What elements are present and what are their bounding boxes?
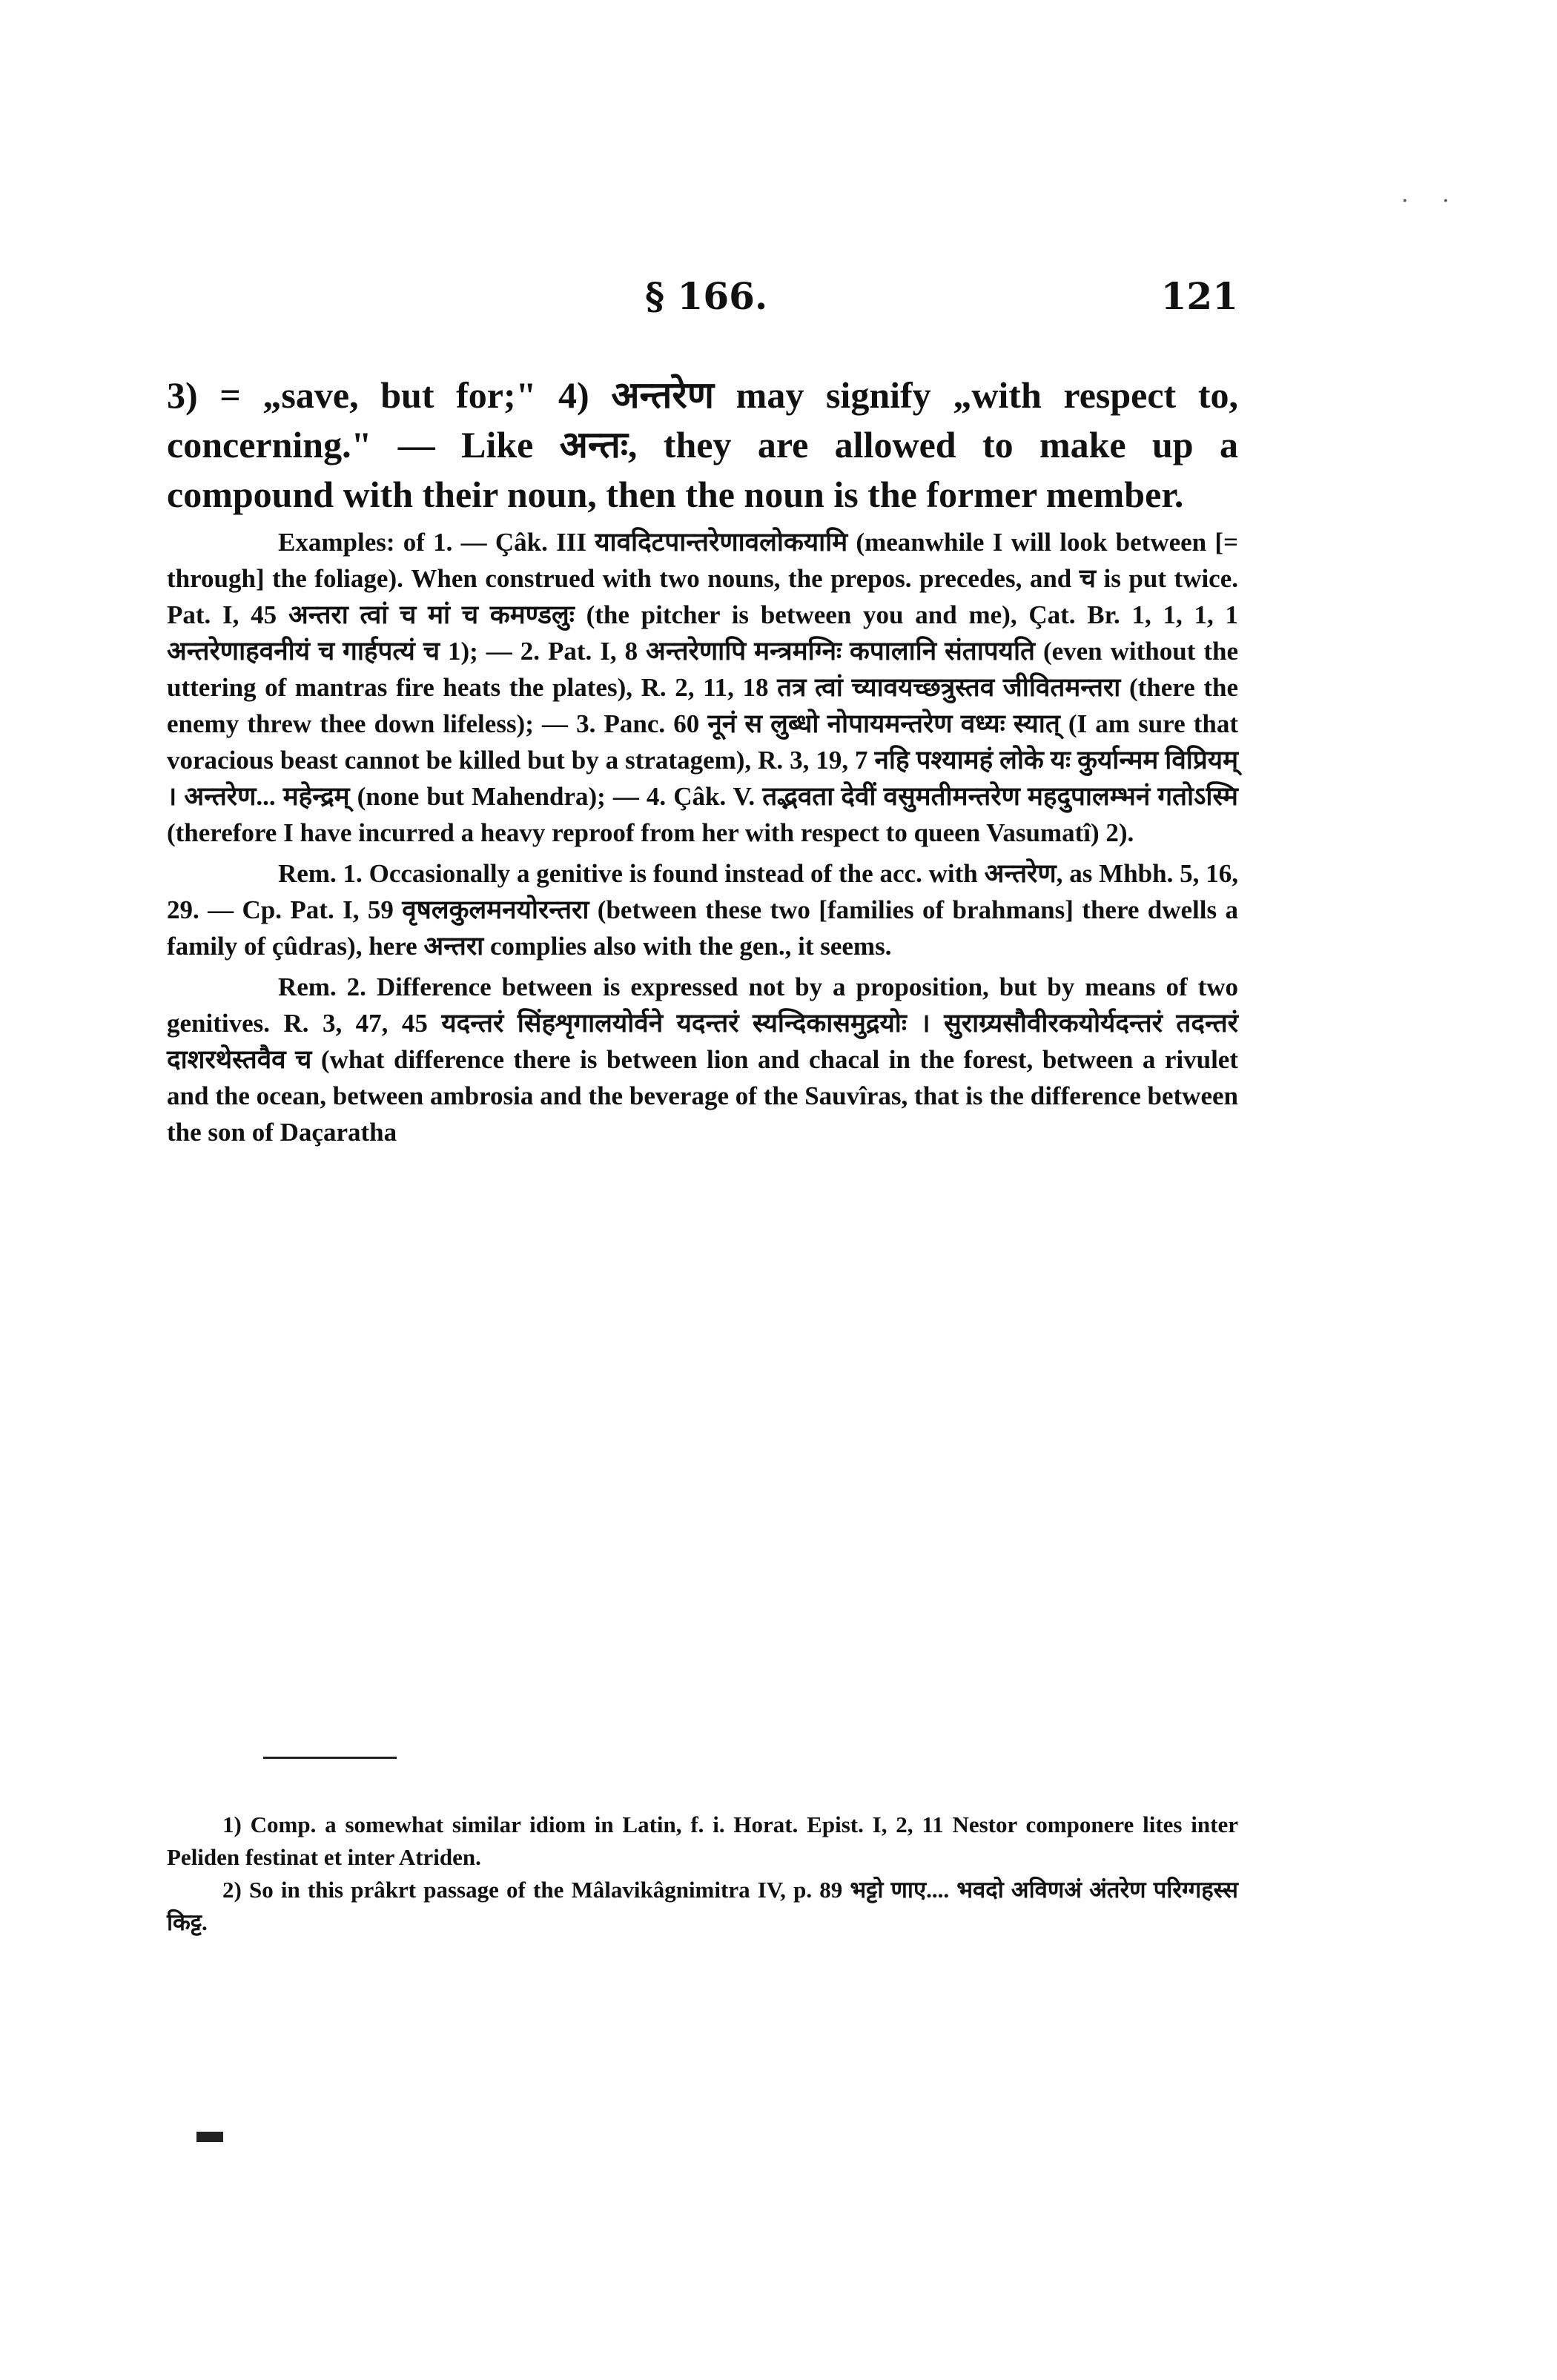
examples-paragraph: Examples: of 1. — Çâk. III यावदिटपान्तरेणावलोकयामि (meanwhile I will look between [= through] the foliage). When construed with two nouns, the prepos. precedes, and च is put twice. Pat. I, 45 अन्तरा त्वां च मां च कमण्डलुः (the pitcher is between you and me), Çat. Br. 1, 1, 1, 1 अन्तरेणाहवनीयं च गार्हपत्यं च 1); — 2. Pat. I, 8 अन्तरेणापि मन्त्रमग्निः कपालानि संतापयति (even without the uttering of mantras fire heats the plates), R. 2, 11, 18 तत्र त्वां च्यावयच्छत्रुस्तव जीवितमन्तरा (there the enemy threw thee down lifeless); — 3. Panc. 60 नूनं स लुब्धो नोपायमन्तरेण वध्यः स्यात् (I am sure that voracious beast cannot be killed but by a stratagem), R. 3, 19, 7 नहि पश्यामहं लोके यः कुर्यान्मम विप्रियम् । अन्तरेण... महेन्द्रम् (none but Mahendra); — 4. Çâk. V. तद्भवता देवीं वसुमतीमन्तरेण महदुपालम्भनं गतोऽस्मि (therefore I have incurred a heavy reproof from her with respect to queen Vasumatî) 2).	[167, 528, 1238, 847]
footnote-2: 2) So in this prâkrt passage of the Mâlavikâgnimitra IV, p. 89 भट्टो णाए.... भवदो अविणअं अंतरेण परिग्गहस्स किट्ट.	[167, 1877, 1238, 1935]
section-number: § 166.	[645, 274, 768, 318]
page-number: 121	[1160, 274, 1238, 318]
scan-specks: . .	[1401, 182, 1463, 208]
running-header	[437, 274, 1238, 326]
intro-paragraph: 3) = „save, but for;" 4) अन्तरेण may signify „with respect to, concerning." — Like अन्तः, they are allowed to make up a compound with their noun, then the noun is the former member.	[167, 374, 1238, 515]
footnote-rule	[263, 1757, 397, 1759]
print-marker	[196, 2132, 223, 2142]
footnotes	[167, 1809, 1238, 1939]
remark-1: Rem. 1. Occasionally a genitive is found instead of the acc. with अन्तरेण, as Mhbh. 5, 16, 29. — Cp. Pat. I, 59 वृषलकुलमनयोरन्तरा (between these two [families of brahmans] there dwells a family of çûdras), here अन्तरा complies also with the gen., it seems.	[167, 859, 1238, 961]
footnote-1: 1) Comp. a somewhat similar idiom in Latin, f. i. Horat. Epist. I, 2, 11 Nestor componere lites inter Peliden festinat et inter Atriden.	[167, 1811, 1238, 1870]
main-text	[167, 371, 1238, 1150]
remark-2: Rem. 2. Difference between is expressed not by a proposition, but by means of two genitives. R. 3, 47, 45 यदन्तरं सिंहशृगालयोर्वने यदन्तरं स्यन्दिकासमुद्रयोः । सुराग्र्यसौवीरकयोर्यदन्तरं तदन्तरं दाशरथेस्तवैव च (what difference there is between lion and chacal in the forest, between a rivulet and the ocean, between ambrosia and the beverage of the Sauvîras, that is the difference between the son of Daçaratha	[167, 972, 1238, 1147]
